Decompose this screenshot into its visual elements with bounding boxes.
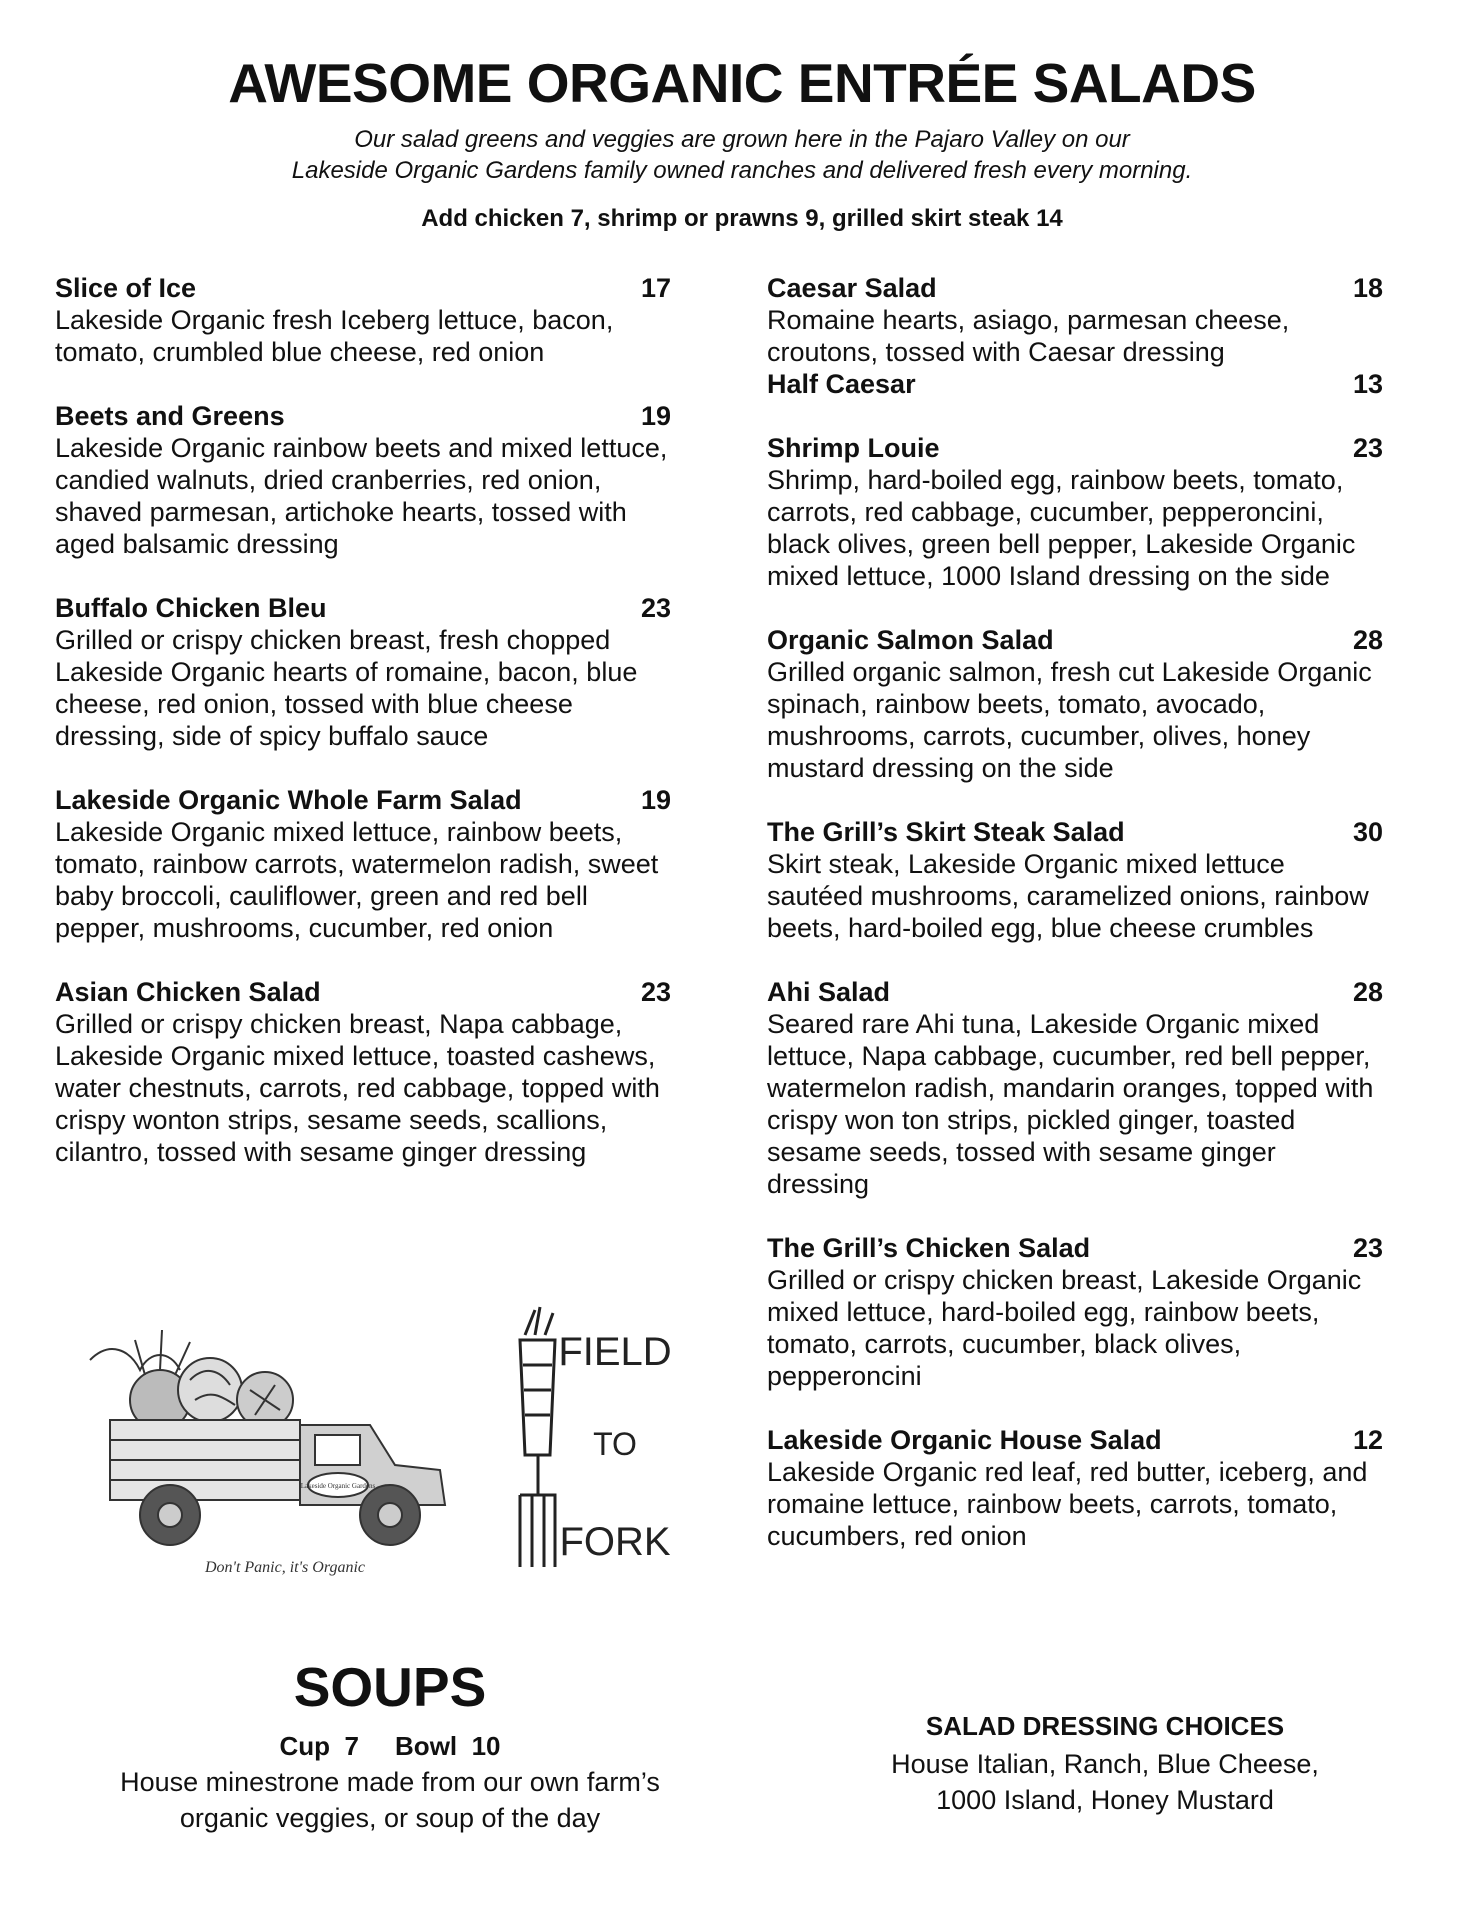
- item-price: 19: [641, 401, 672, 431]
- item-description: Romaine hearts, asiago, parmesan cheese, croutons, tossed with Caesar dressing: [767, 305, 1290, 367]
- item-name: Buffalo Chicken Bleu: [55, 593, 327, 623]
- truck-door-text: Lakeside Organic Gardens: [300, 1482, 376, 1490]
- soups-title: SOUPS: [293, 1656, 487, 1718]
- item-description: Lakeside Organic fresh Iceberg lettuce, bacon, tomato, crumbled blue cheese, red onion: [55, 305, 614, 367]
- dressings-title: SALAD DRESSING CHOICES: [925, 1711, 1285, 1741]
- right-menu-column: [767, 272, 1437, 1584]
- menu-item: [767, 976, 1437, 1200]
- item-price: 28: [1353, 625, 1384, 655]
- item-name: Beets and Greens: [55, 401, 285, 431]
- menu-subtitle: [0, 124, 1484, 186]
- item-name: Caesar Salad: [767, 273, 937, 303]
- menu-item: [767, 816, 1437, 944]
- half-item-price: 13: [1353, 369, 1384, 399]
- addons-line: Add chicken 7, shrimp or prawns 9, grilled skirt steak 14: [421, 205, 1063, 232]
- item-price: 28: [1353, 977, 1384, 1007]
- half-item-name: Half Caesar: [767, 369, 916, 399]
- item-name: The Grill’s Skirt Steak Salad: [767, 817, 1125, 847]
- menu-item: [55, 400, 725, 560]
- item-name: Slice of Ice: [55, 273, 197, 303]
- subtitle-line: Our salad greens and veggies are grown here in the Pajaro Valley on our: [354, 126, 1130, 153]
- item-name: Asian Chicken Salad: [55, 977, 321, 1007]
- soups-prices: Cup 7 Bowl 10: [279, 1731, 501, 1761]
- logo-word-field: FIELD: [558, 1330, 672, 1374]
- farm-truck-illustration: [70, 1320, 460, 1580]
- menu-item: [767, 1424, 1437, 1552]
- item-description: Lakeside Organic rainbow beets and mixed lettuce, candied walnuts, dried cranberries, red onion, shaved parmesan, artichoke hearts, tossed with aged balsamic dressing: [55, 433, 668, 559]
- item-description: Seared rare Ahi tuna, Lakeside Organic mixed lettuce, Napa cabbage, cucumber, red bell pepper, watermelon radish, mandarin oranges, topped with crispy won ton strips, pickled ginger, toasted sesame seeds, tossed with sesame ginger dressing: [767, 1009, 1374, 1199]
- item-description: Lakeside Organic mixed lettuce, rainbow beets, tomato, rainbow carrots, watermelon radish, sweet baby broccoli, cauliflower, green and red bell pepper, mushrooms, cucumber, red onion: [55, 817, 659, 943]
- item-price: 23: [1353, 433, 1384, 463]
- item-price: 19: [641, 785, 672, 815]
- item-price: 30: [1353, 817, 1384, 847]
- menu-item: [767, 1232, 1437, 1392]
- item-price: 18: [1353, 273, 1384, 303]
- item-name: Organic Salmon Salad: [767, 625, 1054, 655]
- menu-item: [767, 432, 1437, 592]
- field-to-fork-logo: [505, 1305, 675, 1575]
- item-name: Lakeside Organic Whole Farm Salad: [55, 785, 522, 815]
- left-menu-column: [55, 272, 725, 1200]
- item-price: 17: [641, 273, 672, 303]
- logo-word-fork: FORK: [559, 1520, 671, 1564]
- subtitle-line: Lakeside Organic Gardens family owned ranches and delivered fresh every morning.: [291, 157, 1193, 184]
- item-description: Grilled or crispy chicken breast, Lakeside Organic mixed lettuce, hard-boiled egg, rainbow beets, tomato, carrots, cucumber, black olives, pepperoncini: [767, 1265, 1362, 1391]
- item-description: Grilled organic salmon, fresh cut Lakeside Organic spinach, rainbow beets, tomato, avocado, mushrooms, carrots, cucumber, olives, honey mustard dressing on the side: [767, 657, 1372, 783]
- menu-item: [55, 272, 725, 368]
- item-name: The Grill’s Chicken Salad: [767, 1233, 1091, 1263]
- item-name: Shrimp Louie: [767, 433, 940, 463]
- truck-caption: Don't Panic, it's Organic: [204, 1559, 366, 1576]
- item-price: 23: [1353, 1233, 1384, 1263]
- item-description: Shrimp, hard-boiled egg, rainbow beets, tomato, carrots, red cabbage, cucumber, pepperoncini, black olives, green bell pepper, Lakeside Organic mixed lettuce, 1000 Island dressing on the side: [767, 465, 1356, 591]
- menu-item: [767, 272, 1437, 400]
- menu-item: [55, 592, 725, 752]
- item-description: Skirt steak, Lakeside Organic mixed lettuce sautéed mushrooms, caramelized onions, rainbow beets, hard-boiled egg, blue cheese crumbles: [767, 849, 1369, 943]
- soups-description: House minestrone made from our own farm’s organic veggies, or soup of the day: [120, 1767, 660, 1833]
- logo-word-to: TO: [593, 1426, 637, 1462]
- menu-item: [55, 976, 725, 1168]
- menu-item: [55, 784, 725, 944]
- item-price: 12: [1353, 1425, 1384, 1455]
- item-description: Grilled or crispy chicken breast, Napa cabbage, Lakeside Organic mixed lettuce, toasted cashews, water chestnuts, carrots, red cabbage, topped with crispy wonton strips, sesame seeds, scallions, cilantro, tossed with sesame ginger dressing: [55, 1009, 660, 1167]
- item-name: Ahi Salad: [767, 977, 891, 1007]
- dressings-list: House Italian, Ranch, Blue Cheese, 1000 Island, Honey Mustard: [891, 1749, 1319, 1815]
- menu-item: [767, 624, 1437, 784]
- item-description: Lakeside Organic red leaf, red butter, iceberg, and romaine lettuce, rainbow beets, carrots, tomato, cucumbers, red onion: [767, 1457, 1368, 1551]
- menu-title: AWESOME ORGANIC ENTRÉE SALADS: [228, 52, 1256, 114]
- item-description: Grilled or crispy chicken breast, fresh chopped Lakeside Organic hearts of romaine, bacon, blue cheese, red onion, tossed with blue cheese dressing, side of spicy buffalo sauce: [55, 625, 638, 751]
- item-price: 23: [641, 593, 672, 623]
- item-price: 23: [641, 977, 672, 1007]
- item-name: Lakeside Organic House Salad: [767, 1425, 1162, 1455]
